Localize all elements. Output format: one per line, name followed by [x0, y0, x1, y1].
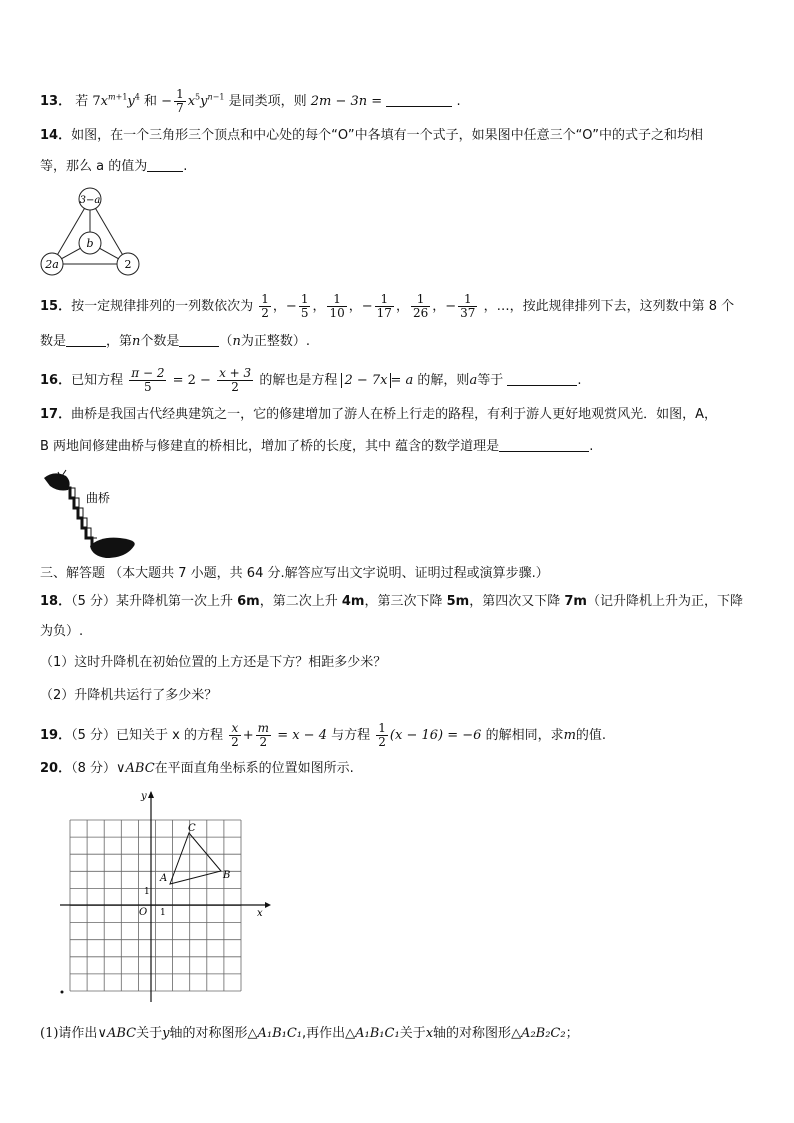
- sub-question: （1）这时升降机在初始位置的上方还是下方？相距多少米？: [40, 655, 387, 670]
- x-tick-1: 1: [160, 908, 166, 918]
- fraction: $\frac{x + 3}{2}$: [219, 366, 252, 394]
- sequence-term: ，− $\frac{1}{37}$: [432, 292, 476, 320]
- vertex-a: A: [160, 873, 168, 884]
- q15-text: ，第: [106, 334, 133, 349]
- center-label: b: [86, 237, 94, 250]
- x-axis-label: x: [257, 908, 263, 919]
- answer-blank-8th[interactable]: [66, 332, 106, 347]
- sequence-term: ， $\frac{1}{10}$: [312, 292, 345, 320]
- q15-text: 个数是: [140, 334, 180, 349]
- question-number: 19．: [40, 728, 72, 743]
- question-17-line2: [40, 437, 593, 456]
- question-number: 13．: [40, 94, 72, 109]
- sub-question: （2）升降机共运行了多少米？: [40, 688, 218, 703]
- value: 6m: [237, 594, 260, 609]
- q19-text: 的值.: [575, 728, 607, 743]
- score: （5 分）: [71, 728, 116, 743]
- question-17-line1: [40, 406, 717, 424]
- q18-text: ，第二次上升: [259, 594, 342, 609]
- q19-equation: = x − 4: [277, 728, 327, 743]
- answer-blank[interactable]: [386, 92, 452, 107]
- q13-text: 是同类项，则: [228, 94, 307, 109]
- fraction: $\frac{\pi - 2}{5}$: [131, 366, 165, 394]
- q20-text: 轴的对称图形: [169, 1026, 248, 1041]
- absolute-value: 2 − 7x: [341, 373, 390, 388]
- question-number: 18．: [40, 594, 72, 609]
- triangle-a1b1c1: △A₁B₁C₁: [247, 1026, 303, 1041]
- var-n: n: [232, 334, 241, 349]
- q18-text: ，第四次又下降: [469, 594, 565, 609]
- top-label: 3−a: [79, 195, 101, 206]
- q16-text: 的解，则: [417, 373, 470, 388]
- sequence-term: $\frac{1}{2}$: [261, 292, 269, 320]
- sub-number: (1): [40, 1026, 59, 1041]
- question-number: 20．: [40, 761, 72, 776]
- q14-text: 等，那么 a 的值为: [40, 159, 148, 174]
- question-14-line2: [40, 157, 187, 176]
- q18-text: ，第三次下降: [364, 594, 447, 609]
- q20-text: ,再作出: [302, 1026, 346, 1041]
- question-18-sub1: [40, 654, 386, 672]
- var-x: x: [425, 1026, 434, 1041]
- q19-text: 的解相同，求: [485, 728, 564, 743]
- vertex-c: C: [188, 823, 196, 834]
- triangle-a2b2c2: △A₂B₂C₂: [511, 1026, 566, 1041]
- question-14-line1: [40, 127, 703, 145]
- question-number: 14．: [40, 128, 72, 143]
- question-number: 15．: [40, 299, 72, 314]
- bank-a: [44, 473, 70, 490]
- q18-text: （记升降机上升为正，下降: [586, 594, 743, 609]
- question-19: [40, 722, 606, 749]
- section-title: [40, 565, 549, 583]
- q17-text: 曲桥是我国古代经典建筑之一，它的修建增加了游人在桥上行走的路程，有利于游人更好地观赏风光．如图，A，: [71, 407, 717, 422]
- question-15-line1: [40, 293, 734, 320]
- q19-text: 与方程: [331, 728, 371, 743]
- fraction: $\frac{1}{7}$: [176, 87, 184, 115]
- triangle-symbol: ∨ABC: [97, 1026, 137, 1041]
- fraction: $\frac{1}{2}$: [378, 721, 386, 749]
- q16-equation: = a: [390, 373, 414, 388]
- value: 5m: [446, 594, 470, 609]
- score: （5 分）: [71, 594, 116, 609]
- q16-text: 已知方程: [71, 373, 124, 388]
- answer-blank[interactable]: [499, 437, 589, 452]
- question-20-sub1: [40, 1025, 579, 1043]
- var-y: y: [162, 1026, 170, 1041]
- plus: +: [242, 728, 254, 743]
- question-18-line2: [40, 623, 83, 641]
- question-18-sub2: [40, 687, 217, 705]
- question-18-line1: [40, 593, 743, 611]
- value: 4m: [341, 594, 365, 609]
- q15-text: 数是: [40, 334, 67, 349]
- fraction: $\frac{m}{2}$: [257, 721, 270, 749]
- score: （8 分）: [71, 761, 116, 776]
- sequence-term: ， $\frac{1}{26}$: [395, 292, 429, 320]
- left-label: 2a: [45, 258, 59, 271]
- question-20: [40, 760, 354, 778]
- q13-text: 和: [144, 94, 158, 109]
- question-number: 17．: [40, 407, 72, 422]
- q14-text: 如图，在一个三角形三个顶点和中心处的每个“O”中各填有一个式子，如果图中任意三个“O”中的式子之和均相: [71, 128, 704, 143]
- sequence-fractions: [257, 292, 479, 320]
- mark-dot: [61, 991, 64, 994]
- q20-text: 请作出: [58, 1026, 98, 1041]
- q13-expression: 2m − 3n =: [310, 94, 383, 109]
- value: 7m: [564, 594, 587, 609]
- y-tick-1: 1: [144, 887, 150, 897]
- q15-text: 为正整数）.: [240, 334, 310, 349]
- answer-blank[interactable]: [507, 371, 577, 386]
- q20-text: ；: [565, 1026, 579, 1041]
- q16-text: .: [577, 373, 582, 388]
- fraction: $\frac{x}{2}$: [231, 721, 239, 749]
- q17-text: B 两地间修建曲桥与修建直的桥相比，增加了桥的长度，其中 蕴含的数学道理是: [40, 439, 500, 454]
- question-15-line2: [40, 332, 310, 351]
- question-16: [40, 367, 582, 394]
- coordinate-grid: [60, 788, 276, 1006]
- q14-text: .: [183, 159, 188, 174]
- triangle-diagram: [38, 186, 148, 278]
- var-m: m: [563, 728, 576, 743]
- vertex-b: B: [223, 870, 231, 881]
- bridge-label: 曲桥: [86, 491, 111, 505]
- right-label: 2: [124, 258, 132, 271]
- sequence-term: ，− $\frac{1}{17}$: [348, 292, 392, 320]
- curved-bridge-image: [40, 468, 140, 564]
- sequence-term: ，− $\frac{1}{5}$: [272, 292, 309, 320]
- q16-text: 的解也是方程: [259, 373, 338, 388]
- q13-text: 若: [75, 94, 89, 109]
- triangle-a1b1c1: △A₁B₁C₁: [345, 1026, 400, 1041]
- q13-text: .: [456, 94, 461, 109]
- q18-text: 为负）.: [40, 624, 84, 639]
- var-a: a: [469, 373, 478, 388]
- section-title-text: 三、解答题 （本大题共 7 小题，共 64 分.解答应写出文字说明、证明过程或演算步骤.）: [40, 566, 549, 581]
- q15-text: 按一定规律排列的一列数依次为: [71, 299, 254, 314]
- origin-label: O: [139, 907, 148, 918]
- q15-text: （: [219, 334, 233, 349]
- term-2: −: [161, 94, 173, 109]
- q16-equation: = 2 −: [172, 373, 211, 388]
- term-1: $7x^{m+1}y^4$: [92, 92, 140, 109]
- q17-text: .: [589, 439, 594, 454]
- y-axis-label: y: [141, 791, 147, 802]
- q20-text: 关于: [399, 1026, 426, 1041]
- triangle-symbol: ∨ABC: [116, 761, 155, 776]
- answer-blank-nth[interactable]: [179, 332, 219, 347]
- answer-blank[interactable]: [147, 157, 183, 172]
- q15-text: ，…，按此规律排列下去，这列数中第 8 个: [483, 299, 735, 314]
- q20-text: 在平面直角坐标系的位置如图所示.: [154, 761, 354, 776]
- triangle-abc: [170, 833, 221, 884]
- y-axis-arrow: [148, 791, 154, 798]
- q18-text: 某升降机第一次上升: [116, 594, 238, 609]
- q19-equation: (x − 16) = −6: [389, 728, 482, 743]
- q20-text: 轴的对称图形: [433, 1026, 512, 1041]
- q20-text: 关于: [136, 1026, 163, 1041]
- bank-b: [90, 538, 135, 558]
- q16-text: 等于: [477, 373, 504, 388]
- question-number: 16．: [40, 373, 72, 388]
- x-axis-arrow: [265, 902, 271, 908]
- term-2-vars: $x^5y^{n-1}$: [187, 92, 225, 109]
- q19-text: 已知关于 x 的方程: [116, 728, 223, 743]
- var-n: n: [132, 334, 141, 349]
- question-13: [40, 88, 461, 115]
